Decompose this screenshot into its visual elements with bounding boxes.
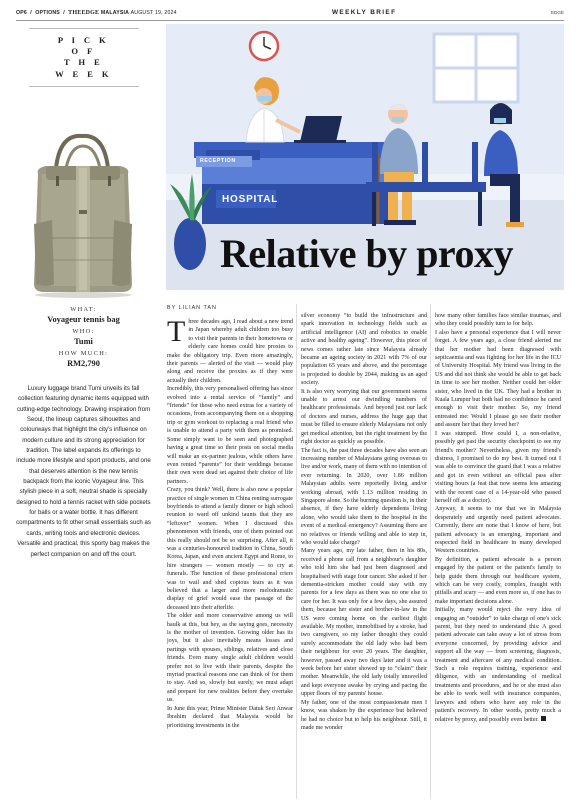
product-name: Voyageur tennis bag [47,315,120,324]
byline: BY LILIAN TAN [167,305,217,311]
folio: OP6 / OPTIONS / THEEDGE MALAYSIA AUGUST 19, 2024 [16,10,177,16]
paragraph: Incredibly, this very personalised offering has since evolved into a rental service of “family” and “friends” for those who need extras for a variety of occasions, from accompanying them on a shopping trip or gym workout to replacing a real friend who is unable to attend a party with them as promised. Some simply want to be seen and photographed having a great time so their posts on social media will make an ex-partner jealous, while others have even rented “parents” for their weddings because their own were dead set against their choice of life partners. [167,386,293,485]
column-divider [430,304,431,799]
paragraph: By definition, a patient advocate is a person engaged by the patient or the patient's family to help guide them through our healthcare system, which can be very costly, complex, fraught with pitfalls and scary — and even more so, if one has to make important decisions alone. [435,556,561,605]
pick-line-3: T H E [63,57,104,68]
publication-name: MALAYSIA [100,10,129,16]
drop-cap: T [167,315,186,348]
pick-of-the-week [16,28,151,87]
article-headline: Relative by proxy [220,231,513,276]
article-column-1 [167,315,293,730]
product-description: Luxury luggage brand Tumi unveils its fall collection featuring dynamic items equipped with cutting-edge technology. Drawing inspiration from Seoul, the lineup captures silhouettes and colourways that highlight the city's influence on modern culture and its strong appreciation for tradition. The label expands its offerings to include more lifestyle and sport products, and one that deserves attention is the new tennis backpack from the iconic Voyageur line. This stylish piece in a soft, neutral shade is specially designed to hold a tennis racket with side pockets for balls or a water bottle. It has different compartments to fit other small essentials such as cards, writing tools and electronic devices. Versatile and practical, this sporty bag makes the perfect companion on and off the court. [16,385,151,558]
reception-sign: RECEPTION [200,158,236,164]
column-title: WEEKLY BRIEF [332,9,397,16]
end-mark-icon [541,716,546,721]
article-column-3 [435,312,561,724]
what-label: WHAT: [70,306,97,313]
paragraph: Crazy, you think? Well, there is also now a popular practice of single women in China renting surrogate boyfriends to attend a family dinner or high school reunion to ward off unkind taunts that they are “leftover” women. When I discussed this phenomenon with friends, one of them pointed out this really should not be so surprising. After all, it was a centuries-honoured tradition in China, South Korea, Japan, and even ancient Egypt and Rome, to hire strangers — women mostly — to cry at funerals. The function of these professional criers was to wail and shed copious tears as it was believed that a larger and more melodramatic display of grief would ease the passage of the deceased into their afterlife. [167,487,293,611]
divider [29,28,139,29]
brand-name: Tumi [74,337,93,346]
paragraph: My father, one of the most compassionate men I know, was shaken by the experience but believed he had no choice but to help his neighbour. Still, it made me wonder [301,699,427,731]
pick-line-1: P I C K [57,35,110,45]
paragraph-text: Initially, many would reject the very idea of engaging an “outsider” to take charge of one's sick parent, but they need to understand this: A good patient advocate can take away a lot of stress from everyone concerned, by providing advice and support all the way — from screening, diagnosis, treatment and aftercare of any medical condition. Such a role requires training, experience and diligence, with an understanding of medical treatments and procedures, and he or she must also be able to work well with insurance companies, lawyers and others who have any role in the patient's recovery. In other words, pretty much a relative by proxy, and possibly even better. [435,607,561,723]
product-price: RM2,790 [67,359,100,368]
pick-line-2: O F [71,46,96,57]
article-column-2 [301,312,427,732]
paragraph: how many other families face similar traumas, and who they could possibly turn to for help. [435,313,561,328]
page-number: OP6 [16,10,27,16]
paragraph [167,315,293,385]
divider [29,86,139,87]
price-label: HOW MUCH: [58,350,109,357]
clock-icon [250,32,278,60]
header-right-note: EDGE [550,10,564,15]
who-label: WHO: [72,328,95,335]
page-header [0,0,580,22]
section-name: OPTIONS [35,10,60,16]
hospital-illustration [166,24,564,290]
paragraph: It is also very worrying that our government seems unable to arrest our dwindling numbers of healthcare professionals. And beyond just our lack of doctors and nurses, address the huge gap that must be filled to ensure elderly Malaysians not only get medical attention, but the right treatment by the right doctor as quickly as possible. [301,388,427,446]
pick-line-4: W E E K [55,68,112,79]
paragraph-text: hree decades ago, I read about a new trend in Japan whereby adult children too busy to visit their parents in their hometowns or elderly care homes could hire proxies to make the obligatory trip. Even more amazingly, their parents — alerted of the visit — would play along and receive the proxies as if they were actually their children. [167,319,293,384]
paragraph: I also have a personal experience that I will never forget. A few years ago, a close friend alerted me that her mother had been diagnosed with septicaemia and was fighting for her life in the ICU of University Hospital. My friend was living in the US and did not think she would be able to get back in time to see her mother. Neither could her older sister, who lived in the UK. They had a brother in Kuala Lumpur but both had no confidence he cared enough to visit their mother. So, my friend entreated me: Would I please go see their mother and assure her that they loved her? [435,329,561,429]
paragraph: The older and more conservative among us will baulk at this, but hey, as the saying goes, necessity is the mother of invention. Growing older has its joys, but it also inevitably means losses and partings with spouses, siblings, relatives and close friends. Even many single adult children would prefer not to live with their parents, despite the myriad practical reasons one can think of for them to stay. And so, slowly but surely, we must adapt and prepare for new realities before they overtake us. [167,613,293,704]
paragraph: Anyway, it seems to me that we in Malaysia desperately and urgently need patient advocates. Currently, there are none that I know of here, but patient advocacy is an emerging, important and respected field in healthcare in many developed Western countries. [435,506,561,555]
brand-logo: THEEDGE [68,10,100,16]
column-divider [296,304,297,799]
paragraph: The fact is, the past three decades have also seen an increasing number of Malaysians going overseas to live and/or work, many of them with no intention of ever returning. In 2020, over 1.86 million Malaysian adults were reportedly living and/or working abroad, with 1.13 million residing in Singapore alone. So the burning question is, in their absence, if they have elderly dependents living alone, who would take them to the hospital in the event of a medical emergency? Assuming there are no relatives or friends willing and able to step in, who would take charge? [301,447,427,546]
paragraph: In June this year, Prime Minister Datuk Seri Anwar Ibrahim declared that Malaysia would be prioritising investments in the [167,705,293,729]
issue-date: AUGUST 19, 2024 [130,10,177,16]
tennis-bag-image [16,128,151,300]
paragraph: I was stumped. How could I, a non-relative, possibly get past the security checkpoint to see my friend's mother? Nevertheless, given my friend's distress, I promised to do my best. It turned out I was able to convince the guard that I was a relative and got in even without an official pass after visiting hours (a feat that now seems less amazing with the recent case of a 14-year-old who passed herself off as a doctor). [435,430,561,504]
product-info [16,306,151,368]
header-rule [16,20,564,21]
hospital-sign: HOSPITAL [222,194,279,205]
product-image [16,128,151,300]
paragraph [435,606,561,724]
paragraph: silver economy “to build the infrastructure and spark innovation in technology fields such as artificial intelligence (AI) and robotics to enable active and healthy ageing”. However, this piece of news comes rather late since Malaysia already became an ageing society in 2021 with 7% of our population 65 years and above, and the percentage is projected to double by 2044, making us an aged society. [301,313,427,387]
paragraph: Many years ago, my late father, then in his 80s, received a phone call from a neighbour's daughter who told him she had just been diagnosed and hospitalised with stage four cancer. She asked if her dementia-stricken mother could stay with my parents for a few days as there was no one else to care for her. It was only for a few days, she assured them, because her sister and brother-in-law in the US were coming home on the earliest flight available. My mother, immobilised by a stroke, had two caregivers, so my father thought they could surely accommodate the old lady who had been their neighbour for over 20 years. The daughter, however, passed away two days later and it was a week before her sister showed up to “claim” their mother. Meanwhile, the old lady totally unravelled and kept everyone awake by crying and pacing the upper floors of my parents' house. [301,548,427,698]
window-icon [434,34,518,102]
